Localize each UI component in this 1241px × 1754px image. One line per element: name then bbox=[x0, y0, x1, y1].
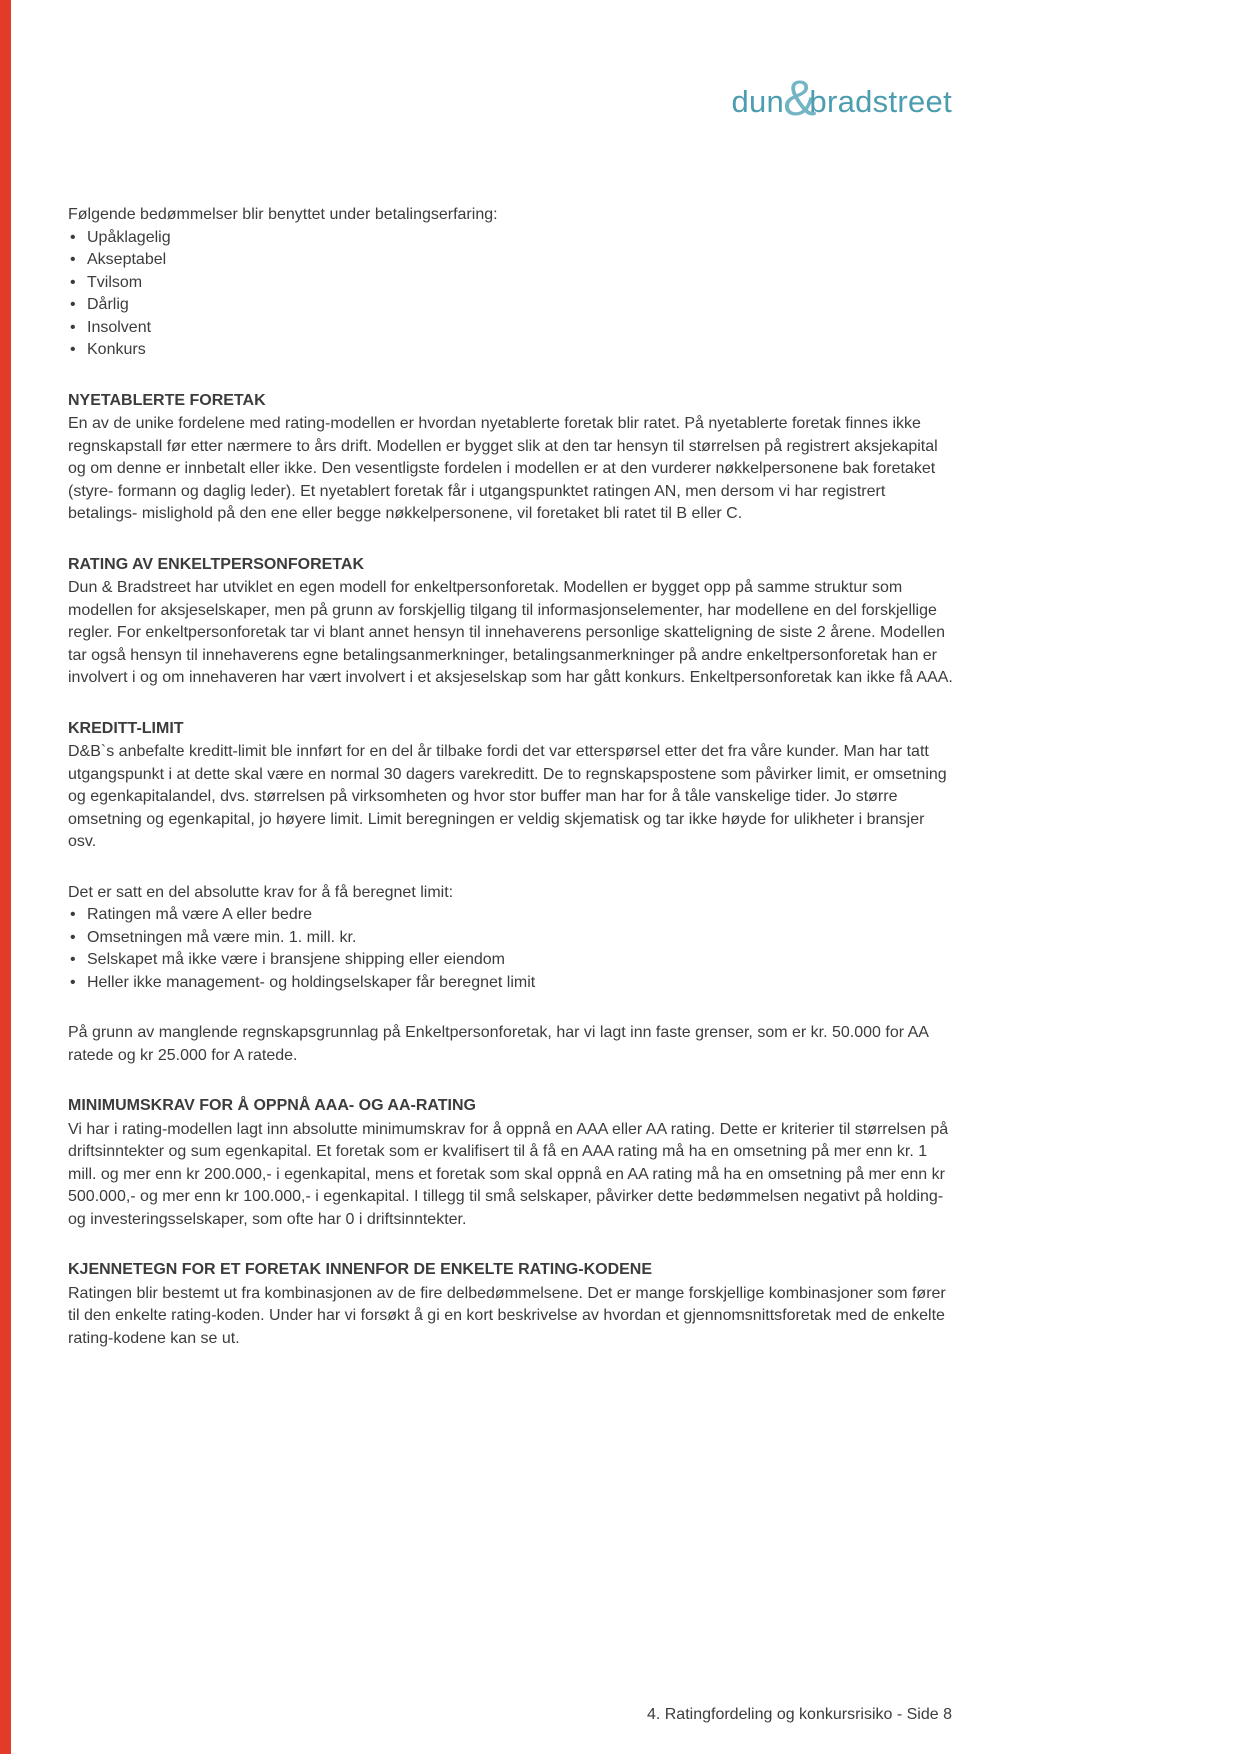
section-heading: NYETABLERTE FORETAK bbox=[68, 391, 266, 409]
list-item: • Heller ikke management- og holdingselskaper får beregnet limit bbox=[68, 972, 956, 995]
list-item: • Tvilsom bbox=[68, 272, 956, 295]
limit-note-paragraph: På grunn av manglende regnskapsgrunnlag på Enkeltpersonforetak, har vi lagt inn faste grenser, som er kr. 50.000 for AA ratede og kr 25.000 for A ratede. bbox=[68, 1024, 929, 1064]
section-minimumskrav bbox=[68, 1095, 956, 1231]
section-heading: MINIMUMSKRAV FOR Å OPPNÅ AAA- OG AA-RATING bbox=[68, 1097, 476, 1114]
section-paragraph: Dun & Bradstreet har utviklet en egen modell for enkeltpersonforetak. Modellen er bygget opp på samme struktur som modellen for aksjeselskaper, men på grunn av forskjellig tilgang til informasjonselementer, har modellene en del forskjellige regler. For enkeltpersonforetak tar vi blant annet hensyn til innehaverens personlige skatteligning de siste 2 årene. Modellen tar også hensyn til innehaverens egne betalingsanmerkninger, betalingsanmerkninger på andre enkeltpersonforetak han er involvert i og om innehaveren har vært involvert i et aksjeselskap som har gått konkurs. Enkeltpersonforetak kan ikke få AAA. bbox=[68, 579, 953, 686]
intro-lead-text: Følgende bedømmelser blir benyttet under betalingserfaring: bbox=[68, 206, 498, 223]
section-kreditt-limit bbox=[68, 718, 956, 854]
list-item: • Upåklagelig bbox=[68, 227, 956, 250]
section-heading: KJENNETEGN FOR ET FORETAK INNENFOR DE ENKELTE RATING-KODENE bbox=[68, 1261, 653, 1278]
limit-requirements-lead: Det er satt en del absolutte krav for å få beregnet limit: bbox=[68, 883, 454, 901]
list-item: • Ratingen må være A eller bedre bbox=[68, 904, 956, 927]
section-heading: RATING AV ENKELTPERSONFORETAK bbox=[68, 555, 364, 573]
section-paragraph: En av de unike fordelene med rating-modellen er hvordan nyetablerte foretak blir ratet. På nyetablerte foretak finnes ikke regnskapstall før etter nærmere to års drift. Modellen er bygget slik at den tar hensyn til størrelsen på registrert aksjekapital og om denne er innbetalt eller ikke. Den vesentligste fordelen i modellen er at den vurderer nøkkelpersonene bak foretaket (styre- formann og daglig leder). Et nyetablert foretak får i utgangspunktet ratingen AN, men dersom vi har registrert betalings- mislighold på den ene eller begge nøkkelpersonene, vil foretaket bli ratet til B eller C. bbox=[68, 415, 938, 522]
payment-experience-intro bbox=[68, 204, 956, 362]
logo-text-bradstreet: bradstreet bbox=[809, 84, 952, 119]
list-item: • Omsetningen må være min. 1. mill. kr. bbox=[68, 927, 956, 950]
list-item: • Selskapet må ikke være i bransjene shipping eller eiendom bbox=[68, 949, 956, 972]
payment-grade-list bbox=[68, 227, 956, 362]
section-paragraph: Vi har i rating-modellen lagt inn absolutte minimumskrav for å oppnå en AAA eller AA rating. Dette er kriterier til størrelsen på driftsinntekter og sum egenkapital. Et foretak som er kvalifisert til å få en AAA rating må ha en omsetning på mer enn kr. 1 mill. og mer enn kr 200.000,- i egenkapital, mens et foretak som skal oppnå en AA rating må ha en omsetning på mer enn kr 500.000,- og mer enn kr 100.000,- i egenkapital. I tillegg til små selskaper, påvirker dette bedømmelsen negativt på holding- og investeringsselskaper, som ofte har 0 i driftsinntekter. bbox=[68, 1120, 949, 1228]
footer-text: 4. Ratingfordeling og konkursrisiko - Side 8 bbox=[646, 1706, 952, 1723]
page-footer bbox=[647, 1706, 952, 1724]
limit-requirements bbox=[68, 882, 956, 995]
list-item: • Akseptabel bbox=[68, 249, 956, 272]
document-body bbox=[68, 204, 956, 1378]
limit-note bbox=[68, 1022, 956, 1067]
list-item: • Konkurs bbox=[68, 339, 956, 362]
logo-text-dun: dun bbox=[731, 84, 785, 119]
section-kjennetegn bbox=[68, 1259, 956, 1350]
logo-ampersand-icon: & bbox=[783, 70, 817, 126]
section-paragraph: D&B`s anbefalte kreditt-limit ble innført for en del år tilbake fordi det var etterspørsel etter det fra våre kunder. Man har tatt utgangspunkt i at dette skal være en normal 30 dagers varekreditt. De to regnskapspostene som påvirker limit, er omsetning og egenkapitalandel, dvs. størrelsen på virksomheten og hvor stor buffer man har for å tåle vanskelige tider. Jo større omsetning og egenkapital, jo høyere limit. Limit beregningen er veldig skjematisk og tar ikke høyde for ulikheter i bransjer osv. bbox=[68, 743, 947, 850]
dun-bradstreet-logo bbox=[731, 66, 952, 124]
section-heading: KREDITT-LIMIT bbox=[68, 719, 184, 737]
section-nyetablerte-foretak bbox=[68, 390, 956, 526]
section-rating-enkeltpersonforetak bbox=[68, 554, 956, 690]
list-item: • Insolvent bbox=[68, 317, 956, 340]
list-item: • Dårlig bbox=[68, 294, 956, 317]
left-accent-stripe bbox=[0, 0, 11, 1754]
limit-requirements-list bbox=[68, 904, 956, 994]
section-paragraph: Ratingen blir bestemt ut fra kombinasjonen av de fire delbedømmelsene. Det er mange forskjellige kombinasjoner som fører til den enkelte rating-koden. Under har vi forsøkt å gi en kort beskrivelse av hvordan et gjennomsnittsforetak med de enkelte rating-kodene kan se ut. bbox=[68, 1284, 946, 1347]
